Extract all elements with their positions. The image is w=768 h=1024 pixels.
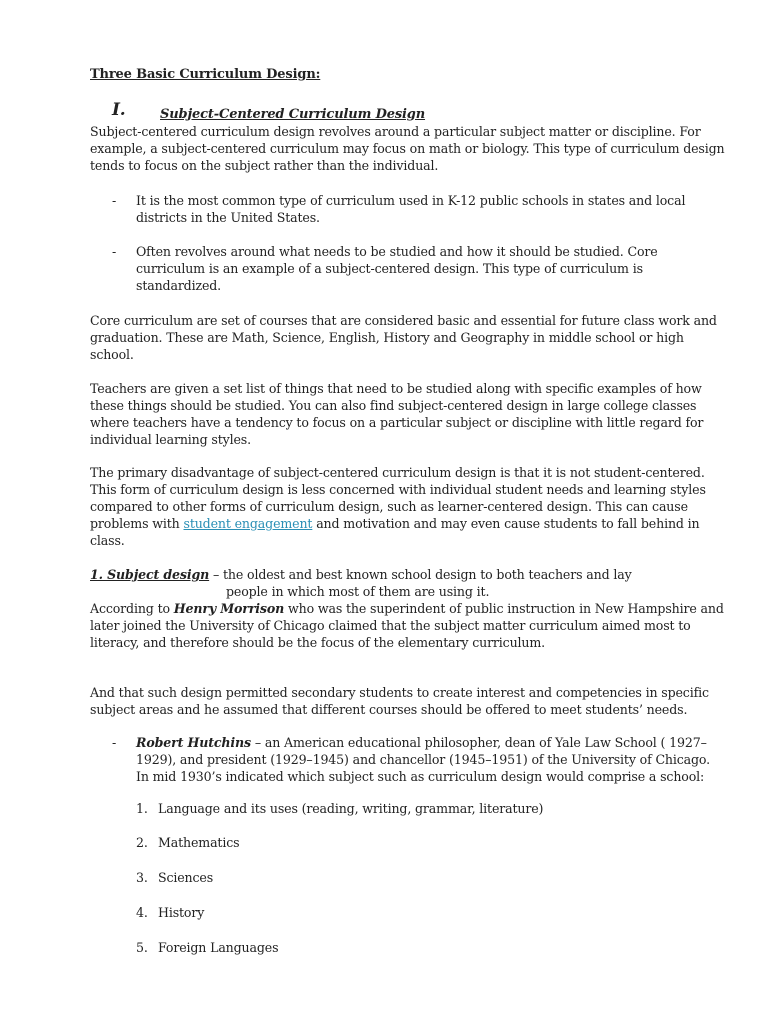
- hutchins-text: [136, 734, 726, 785]
- morrison-intro: According to: [90, 601, 174, 616]
- section-numeral: I.: [112, 100, 126, 120]
- student-engagement-link[interactable]: student engagement: [183, 516, 313, 531]
- list-label: Mathematics: [158, 835, 240, 850]
- bullet-dash: -: [112, 735, 117, 750]
- subject-design-heading: [90, 566, 726, 583]
- list-label: History: [158, 905, 205, 920]
- disadvantage-paragraph: [90, 464, 726, 549]
- subject-design-desc: – the oldest and best known school design to both teachers and lay: [209, 567, 632, 582]
- teachers-paragraph: Teachers are given a set list of things that need to be studied along with specific examples of how these things should be studied. You can also find subject-centered design in large college classes where teachers have a tendency to focus on a particular subject or discipline with little regard for individual learning styles.: [90, 381, 704, 447]
- morrison-paragraph: [90, 600, 726, 651]
- list-label: Language and its uses (reading, writing, grammar, literature): [158, 801, 544, 816]
- core-curriculum-paragraph: Core curriculum are set of courses that are considered basic and essential for future class work and graduation. These are Math, Science, English, History and Geography in middle school or high school.: [90, 313, 717, 362]
- hutchins-name: Robert Hutchins: [136, 735, 251, 750]
- bullet-text: Often revolves around what needs to be studied and how it should be studied. Core curriculum is an example of a subject-centered design. This type of curriculum is standardized.: [136, 244, 658, 293]
- intro-paragraph: Subject-centered curriculum design revolves around a particular subject matter or discipline. For example, a subject-centered curriculum may focus on math or biology. This type of curriculum design tends to focus on the subject rather than the individual.: [90, 124, 725, 173]
- document-title: Three Basic Curriculum Design:: [90, 67, 321, 82]
- disadvantage-text: The primary disadvantage of subject-centered curriculum design is that it is not student-centered. This form of curriculum design is less concerned with individual student needs and learning styles compared to other forms of curriculum design, such as learner-centered design. This can cause problems with: [90, 465, 706, 531]
- list-number: 3.: [136, 870, 148, 885]
- disadvantage-text-end: and motivation and may even cause students to fall behind in class.: [90, 516, 700, 548]
- morrison-name: Henry Morrison: [173, 601, 285, 616]
- morrison-text: who was the superindent of public instruction in New Hampshire and later joined the University of Chicago claimed that the subject matter curriculum aimed most to literacy, and therefore should be the focus of the elementary curriculum.: [90, 601, 724, 650]
- bullet-dash: -: [112, 244, 117, 259]
- list-label: Sciences: [158, 870, 214, 885]
- subject-design-desc-cont: people in which most of them are using it.: [226, 584, 490, 599]
- bullet-dash: -: [112, 193, 117, 208]
- list-number: 1.: [136, 801, 148, 816]
- subject-design-label: 1. Subject design: [90, 567, 210, 582]
- secondary-paragraph: And that such design permitted secondary students to create interest and competencies in specific subject areas and he assumed that different courses should be offered to meet students’ needs.: [90, 685, 709, 717]
- hutchins-desc: – an American educational philosopher, dean of Yale Law School ( 1927–1929), and president (1929–1945) and chancellor (1945–1951) of the University of Chicago. In mid 1930’s indicated which subject such as curriculum design would comprise a school:: [136, 735, 711, 784]
- list-number: 2.: [136, 835, 148, 850]
- section-title: Subject-Centered Curriculum Design: [160, 107, 426, 122]
- list-number: 4.: [136, 905, 148, 920]
- list-number: 5.: [136, 940, 148, 955]
- bullet-text: It is the most common type of curriculum used in K-12 public schools in states and local districts in the United States.: [136, 193, 686, 225]
- list-label: Foreign Languages: [158, 940, 279, 955]
